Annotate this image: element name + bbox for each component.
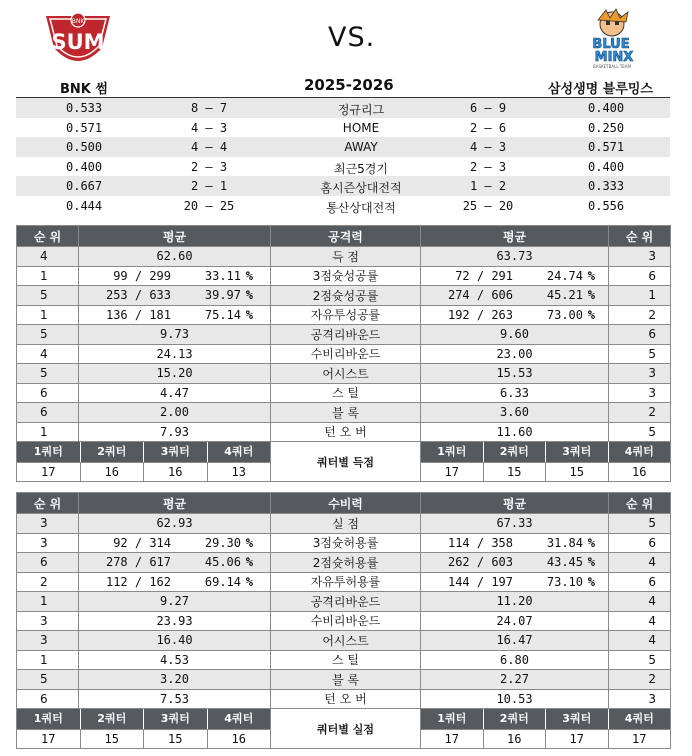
quarter-label: 4쿼터: [608, 442, 671, 462]
quarter-label: 3쿼터: [143, 442, 207, 462]
left-quarter-values: [17, 463, 271, 482]
offense-table: [16, 225, 671, 482]
quarter-label: 3쿼터: [143, 709, 207, 729]
quarter-label: 4쿼터: [608, 709, 671, 729]
quarter-score: 15: [80, 730, 144, 748]
bnk-sum-logo: [40, 8, 116, 74]
left-win-pct: 0.667: [66, 179, 103, 193]
made-attempt: 253 / 633: [105, 288, 171, 303]
percent-symbol: %: [245, 288, 253, 303]
svg-text:BLUE: BLUE: [592, 37, 630, 52]
right-record: 4 – 3: [469, 140, 507, 154]
summary-category: AWAY: [344, 140, 378, 154]
left-rank: 3: [17, 631, 79, 651]
quarter-label: 2쿼터: [483, 442, 546, 462]
percentage: 75.14: [204, 307, 241, 322]
made-attempt: 72 / 291: [455, 268, 513, 283]
left-rank: 5: [17, 670, 79, 690]
summary-row: [16, 98, 670, 118]
left-team-name: BNK 썸: [60, 82, 108, 97]
avg-header: 평균: [79, 226, 271, 247]
avg-header: 평균: [79, 493, 271, 514]
right-win-pct: 0.556: [588, 198, 625, 213]
right-team-name: 삼성생명 블루밍스: [548, 82, 653, 97]
section-title: 공격력: [271, 226, 421, 247]
stat-category: 3점슛허용률: [271, 533, 421, 553]
section-title: 수비력: [271, 493, 421, 514]
left-record: 4 – 4: [190, 140, 228, 154]
stat-category: 스 틸: [271, 650, 421, 670]
left-rank: 6: [17, 383, 79, 403]
svg-text:BNK: BNK: [71, 18, 85, 25]
made-attempt-pct: [79, 553, 271, 573]
right-average: 9.60: [421, 325, 609, 345]
left-rank: 5: [17, 286, 79, 306]
percent-symbol: %: [587, 555, 595, 570]
right-rank: 3: [609, 364, 671, 384]
made-attempt-pct: [79, 266, 271, 286]
left-record: 4 – 3: [190, 120, 228, 135]
left-record: 2 – 1: [190, 179, 228, 193]
made-attempt: 92 / 314: [113, 535, 171, 550]
left-rank: 1: [17, 592, 79, 612]
right-win-pct: 0.400: [588, 101, 625, 115]
quarter-score: 15: [545, 463, 608, 481]
percentage: 45.21: [546, 288, 583, 303]
quarter-score: 17: [444, 732, 459, 746]
stat-category: 블 록: [271, 670, 421, 690]
percent-symbol: %: [587, 268, 595, 283]
stat-row: [17, 689, 671, 709]
left-record: 2 – 3: [190, 159, 228, 174]
percentage: 39.97: [204, 288, 241, 303]
left-rank: 5: [17, 364, 79, 384]
left-average: 15.20: [79, 364, 271, 384]
stat-row: [17, 403, 671, 423]
made-attempt-pct: [79, 533, 271, 553]
left-rank: 1: [17, 305, 79, 325]
stat-category: 턴 오 버: [271, 422, 421, 442]
right-average: 11.60: [421, 422, 609, 442]
made-attempt-pct: [79, 286, 271, 306]
right-rank: 4: [609, 631, 671, 651]
right-record: 2 – 3: [469, 159, 507, 174]
right-average: 6.33: [421, 383, 609, 403]
right-win-pct: 0.400: [588, 159, 625, 174]
left-average: 9.27: [79, 592, 271, 612]
percent-symbol: %: [245, 555, 253, 570]
left-average: 9.73: [79, 325, 271, 345]
right-average: 23.00: [421, 344, 609, 364]
stat-category: 자유투허용률: [271, 572, 421, 592]
right-rank: 2: [609, 670, 671, 690]
stat-row: [17, 631, 671, 651]
stat-category: 실 점: [271, 514, 421, 534]
left-quarter-grid: [17, 709, 270, 729]
percentage: 33.11: [204, 268, 241, 283]
summary-category: HOME: [342, 120, 380, 135]
right-rank: 4: [609, 553, 671, 573]
left-rank: 3: [17, 611, 79, 631]
stat-row: [17, 650, 671, 670]
stat-row: [17, 514, 671, 534]
right-average: 15.53: [421, 364, 609, 384]
made-attempt-pct: [421, 572, 609, 592]
made-attempt: 99 / 299: [113, 268, 171, 283]
stat-category: 2점슛허용률: [271, 553, 421, 573]
quarter-score: 16: [143, 463, 207, 481]
right-average: 2.27: [421, 670, 609, 690]
quarter-score: 17: [41, 732, 56, 746]
stat-row: [17, 247, 671, 267]
table-header-row: [17, 226, 671, 247]
left-average: 62.60: [79, 247, 271, 267]
stat-category: 공격리바운드: [271, 592, 421, 612]
percentage: 29.30: [204, 535, 241, 550]
percent-symbol: %: [245, 268, 253, 283]
left-win-pct: 0.400: [66, 159, 103, 174]
right-rank: 3: [609, 383, 671, 403]
summary-row: [16, 118, 670, 138]
left-average: 62.93: [79, 514, 271, 534]
quarter-score: 16: [483, 730, 546, 748]
stat-category: 블 록: [271, 403, 421, 423]
quarter-label: 3쿼터: [545, 709, 608, 729]
right-quarter-values: [421, 730, 671, 749]
quarter-score: 17: [444, 465, 459, 479]
rank-header: 순 위: [17, 493, 79, 514]
percent-symbol: %: [245, 535, 253, 550]
made-attempt-pct: [421, 286, 609, 306]
percent-symbol: %: [587, 288, 595, 303]
left-win-pct: 0.500: [66, 140, 103, 154]
quarter-label: 1쿼터: [33, 712, 63, 725]
quarter-label: 1쿼터: [437, 445, 467, 458]
table-header-row: [17, 493, 671, 514]
quarter-label: 2쿼터: [80, 442, 144, 462]
record-summary: [16, 97, 670, 215]
stat-row: [17, 383, 671, 403]
rank-header: 순 위: [609, 226, 671, 247]
left-rank: 6: [17, 689, 79, 709]
summary-category: 최근5경기: [333, 161, 388, 176]
left-average: 7.93: [79, 422, 271, 442]
right-record: 25 – 20: [462, 198, 514, 213]
percentage: 31.84: [546, 535, 583, 550]
left-quarter-grid: [17, 463, 270, 481]
right-quarter-grid: [421, 463, 670, 481]
left-win-pct: 0.444: [66, 198, 103, 213]
stat-row: [17, 325, 671, 345]
stat-row: [17, 305, 671, 325]
percentage: 45.06: [204, 555, 241, 570]
left-quarter-grid: [17, 442, 270, 462]
logo-sum-text: SUM: [51, 30, 105, 54]
rank-header: 순 위: [609, 493, 671, 514]
right-win-pct: 0.250: [588, 120, 625, 135]
stat-category: 수비리바운드: [271, 344, 421, 364]
stat-category: 어시스트: [271, 631, 421, 651]
summary-row: [16, 176, 670, 196]
quarter-title: 쿼터별 실점: [271, 709, 421, 749]
right-rank: 5: [609, 422, 671, 442]
blueminx-logo: [572, 8, 650, 70]
summary-row: [16, 196, 670, 216]
summary-category: 정규리그: [337, 103, 385, 117]
left-average: 4.53: [79, 650, 271, 670]
svg-text:BASKETBALL TEAM: BASKETBALL TEAM: [593, 64, 631, 69]
made-attempt: 192 / 263: [447, 307, 513, 322]
percentage: 43.45: [546, 555, 583, 570]
left-rank: 2: [17, 572, 79, 592]
stat-row: [17, 611, 671, 631]
left-average: 23.93: [79, 611, 271, 631]
left-rank: 4: [17, 247, 79, 267]
right-quarter-grid: [421, 709, 670, 729]
defense-table: [16, 492, 671, 749]
left-average: 3.20: [79, 670, 271, 690]
avg-header: 평균: [421, 493, 609, 514]
left-rank: 5: [17, 325, 79, 345]
quarter-label: 1쿼터: [33, 445, 63, 458]
percent-symbol: %: [245, 307, 253, 322]
quarter-title: 쿼터별 득점: [271, 442, 421, 482]
right-quarter-grid: [421, 730, 670, 748]
right-record: 6 – 9: [469, 101, 507, 115]
left-quarter-headers: [17, 442, 271, 463]
avg-header: 평균: [421, 226, 609, 247]
rank-header: 순 위: [17, 226, 79, 247]
left-quarter-grid: [17, 730, 270, 748]
stat-category: 수비리바운드: [271, 611, 421, 631]
quarter-label: 4쿼터: [207, 709, 271, 729]
stat-category: 스 틸: [271, 383, 421, 403]
stat-category: 득 점: [271, 247, 421, 267]
left-average: 24.13: [79, 344, 271, 364]
quarter-label: 3쿼터: [545, 442, 608, 462]
right-rank: 3: [609, 247, 671, 267]
made-attempt-pct: [421, 553, 609, 573]
made-attempt: 144 / 197: [447, 574, 513, 589]
stat-row: [17, 266, 671, 286]
percentage: 24.74: [546, 268, 583, 283]
right-average: 11.20: [421, 592, 609, 612]
right-average: 16.47: [421, 631, 609, 651]
quarter-score: 16: [608, 463, 671, 481]
percent-symbol: %: [587, 307, 595, 322]
left-quarter-values: [17, 730, 271, 749]
left-rank: 3: [17, 533, 79, 553]
right-win-pct: 0.571: [588, 140, 625, 154]
right-quarter-headers: [421, 709, 671, 730]
made-attempt-pct: [421, 305, 609, 325]
percent-symbol: %: [245, 574, 253, 589]
stat-row: [17, 364, 671, 384]
stat-row: [17, 572, 671, 592]
right-rank: 6: [609, 533, 671, 553]
right-average: 67.33: [421, 514, 609, 534]
right-rank: 4: [609, 611, 671, 631]
stat-category: 2점슛성공률: [271, 286, 421, 306]
quarter-score: 16: [207, 730, 271, 748]
percent-symbol: %: [587, 574, 595, 589]
made-attempt-pct: [421, 533, 609, 553]
season-label: 2025-2026: [304, 76, 394, 94]
right-rank: 5: [609, 344, 671, 364]
right-record: 1 – 2: [469, 179, 507, 193]
right-rank: 2: [609, 403, 671, 423]
right-win-pct: 0.333: [588, 179, 625, 193]
quarter-header-row: [17, 709, 671, 730]
made-attempt: 136 / 181: [105, 307, 171, 322]
right-average: 63.73: [421, 247, 609, 267]
stat-row: [17, 592, 671, 612]
quarter-label: 1쿼터: [437, 712, 467, 725]
right-rank: 5: [609, 514, 671, 534]
svg-text:MINX: MINX: [594, 50, 634, 65]
right-rank: 1: [609, 286, 671, 306]
right-rank: 2: [609, 305, 671, 325]
vs-label: VS.: [328, 22, 376, 53]
stat-category: 어시스트: [271, 364, 421, 384]
left-rank: 3: [17, 514, 79, 534]
left-win-pct: 0.533: [66, 101, 103, 115]
quarter-score: 15: [143, 730, 207, 748]
right-quarter-headers: [421, 442, 671, 463]
stat-category: 3점슛성공률: [271, 266, 421, 286]
left-average: 7.53: [79, 689, 271, 709]
quarter-score: 17: [545, 730, 608, 748]
left-win-pct: 0.571: [66, 120, 103, 135]
made-attempt-pct: [79, 305, 271, 325]
right-average: 6.80: [421, 650, 609, 670]
right-quarter-values: [421, 463, 671, 482]
stat-row: [17, 344, 671, 364]
stat-row: [17, 553, 671, 573]
quarter-score: 13: [207, 463, 271, 481]
stat-row: [17, 670, 671, 690]
right-average: 24.07: [421, 611, 609, 631]
quarter-score: 17: [608, 730, 671, 748]
made-attempt-pct: [79, 572, 271, 592]
left-average: 16.40: [79, 631, 271, 651]
left-average: 2.00: [79, 403, 271, 423]
percentage: 73.00: [546, 307, 583, 322]
right-rank: 5: [609, 650, 671, 670]
percent-symbol: %: [587, 535, 595, 550]
stat-row: [17, 422, 671, 442]
left-record: 20 – 25: [183, 198, 235, 213]
left-rank: 1: [17, 422, 79, 442]
stat-row: [17, 286, 671, 306]
quarter-label: 2쿼터: [483, 709, 546, 729]
right-rank: 6: [609, 325, 671, 345]
percentage: 73.10: [546, 574, 583, 589]
right-average: 3.60: [421, 403, 609, 423]
percentage: 69.14: [204, 574, 241, 589]
stat-category: 턴 오 버: [271, 689, 421, 709]
quarter-header-row: [17, 442, 671, 463]
stat-category: 자유투성공률: [271, 305, 421, 325]
right-rank: 6: [609, 266, 671, 286]
made-attempt: 112 / 162: [105, 574, 171, 589]
left-rank: 1: [17, 266, 79, 286]
quarter-score: 16: [80, 463, 144, 481]
left-rank: 6: [17, 403, 79, 423]
left-record: 8 – 7: [190, 101, 228, 115]
right-rank: 6: [609, 572, 671, 592]
made-attempt: 262 / 603: [447, 555, 513, 570]
right-record: 2 – 6: [469, 120, 507, 135]
made-attempt-pct: [421, 266, 609, 286]
left-quarter-headers: [17, 709, 271, 730]
right-rank: 4: [609, 592, 671, 612]
right-average: 10.53: [421, 689, 609, 709]
summary-category: 홈시즌상대전적: [320, 181, 402, 195]
summary-row: [16, 137, 670, 157]
made-attempt: 278 / 617: [105, 555, 171, 570]
left-rank: 6: [17, 553, 79, 573]
made-attempt: 274 / 606: [447, 288, 513, 303]
left-average: 4.47: [79, 383, 271, 403]
quarter-label: 2쿼터: [80, 709, 144, 729]
stat-row: [17, 533, 671, 553]
quarter-score: 17: [41, 465, 56, 479]
quarter-score: 15: [483, 463, 546, 481]
made-attempt: 114 / 358: [447, 535, 513, 550]
right-rank: 3: [609, 689, 671, 709]
left-rank: 4: [17, 344, 79, 364]
summary-row: [16, 157, 670, 177]
quarter-label: 4쿼터: [207, 442, 271, 462]
summary-category: 통산상대전적: [326, 200, 396, 215]
right-quarter-grid: [421, 442, 670, 462]
left-rank: 1: [17, 650, 79, 670]
stat-category: 공격리바운드: [271, 325, 421, 345]
